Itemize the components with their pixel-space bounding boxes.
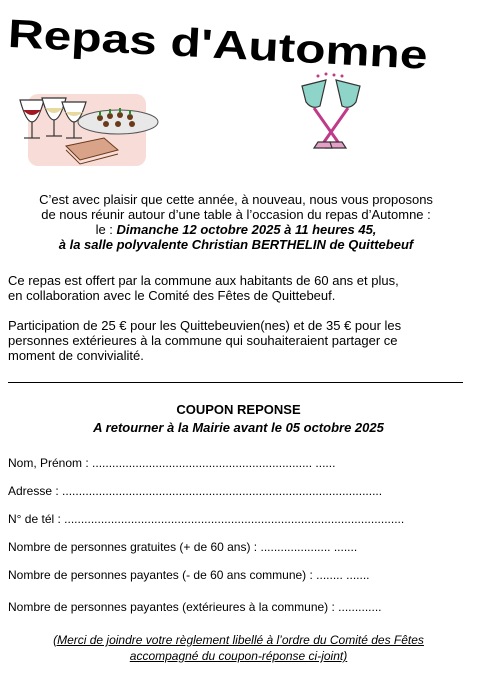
field-address-dots[interactable]: ................................................................................................ [62,484,383,498]
intro-date-prefix: le : [95,222,117,237]
intro-line-1: C’est avec plaisir que cette année, à nouveau, nous vous proposons [39,192,433,207]
payment-note [0,632,477,664]
payment-note-line-2: accompagné du coupon-réponse ci-joint) [129,649,348,663]
field-name-dots[interactable]: .................................................................. ...... [92,456,336,470]
payment-note-line-1: (Merci de joindre votre règlement libellé à l’ordre du Comité des Fêtes [53,633,424,647]
field-paying-commune-dots[interactable]: ........ ....... [316,568,370,582]
field-address[interactable] [8,484,382,498]
participation-line-3: moment de convivialité. [8,348,144,363]
offer-line-2: en collaboration avec le Comité des Fêtes de Quittebeuf. [8,288,336,303]
field-phone-label: N° de tél : [8,512,65,526]
wine-appetizer-illustration [14,86,164,168]
field-name[interactable] [8,456,335,470]
participation-line-2: personnes extérieures à la commune qui souhaiteraient partager ce [8,333,398,348]
field-paying-commune-label: Nombre de personnes payantes (- de 60 ans commune) : [8,568,317,582]
intro-line-3 [8,222,464,237]
offer-line-1: Ce repas est offert par la commune aux habitants de 60 ans et plus, [8,273,399,288]
separator-line [8,382,463,383]
coupon-subtitle: A retourner à la Mairie avant le 05 octobre 2025 [93,420,384,435]
intro-line-2: de nous réunir autour d’une table à l’occasion du repas d’Automne : [41,207,431,222]
field-paying-external-dots[interactable]: ............. [338,600,382,614]
coupon-title: COUPON REPONSE [176,402,301,417]
field-phone[interactable] [8,512,404,526]
field-phone-dots[interactable]: ...................................................................................................... [64,512,405,526]
champagne-toast-illustration [298,72,364,152]
page-title [0,0,477,80]
field-paying-external-label: Nombre de personnes payantes (extérieures à la commune) : [8,600,339,614]
offer-paragraph [8,273,464,303]
field-name-label: Nom, Prénom : [8,456,93,470]
field-paying-external[interactable] [8,600,382,614]
field-free-guests-label: Nombre de personnes gratuites (+ de 60 ans) : [8,540,261,554]
field-address-label: Adresse : [8,484,63,498]
field-paying-commune[interactable] [8,568,370,582]
participation-paragraph [8,318,464,363]
participation-line-1: Participation de 25 € pour les Quittebeuvien(nes) et de 35 € pour les [8,318,402,333]
event-venue: à la salle polyvalente Christian BERTHELIN de Quittebeuf [58,237,414,252]
field-free-guests[interactable] [8,540,357,554]
intro-paragraph [8,192,464,252]
title-text: Repas d'Automne [6,11,348,74]
event-date: Dimanche 12 octobre 2025 à 11 heures 45, [116,222,377,237]
field-free-guests-dots[interactable]: ..................... ....... [260,540,358,554]
